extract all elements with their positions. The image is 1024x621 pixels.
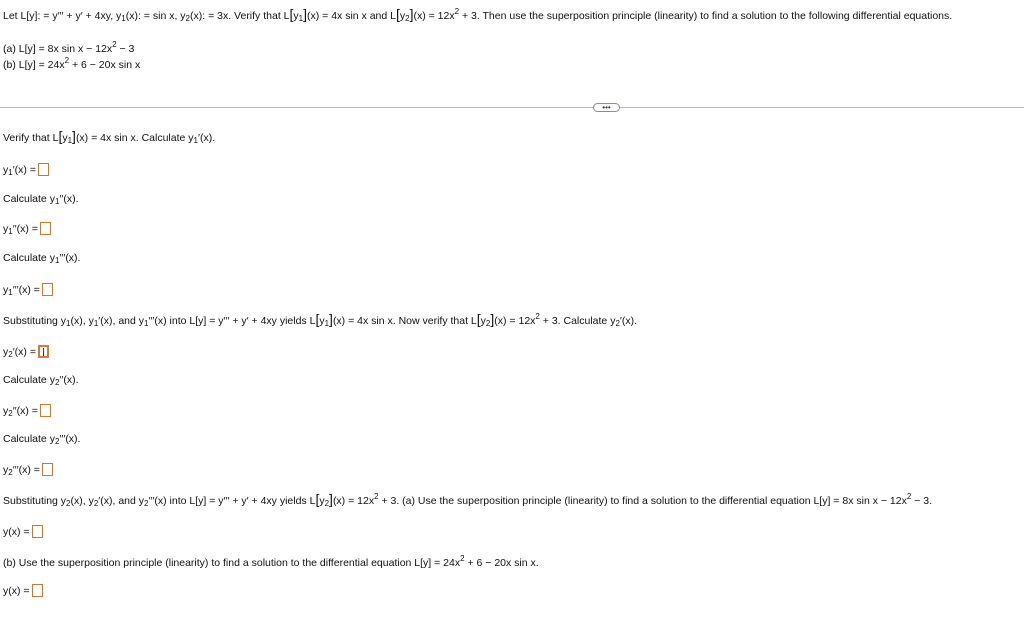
y2-triple-prime-row: $y_2'''(x)$ = — [3, 463, 53, 477]
part-b-answer-input[interactable] — [32, 584, 43, 597]
y1-triple-prime-row: $y_1'''(x)$ = — [3, 283, 53, 297]
calc-y2-double-prime-instruction: Calculate $y_2''(x)$. — [3, 374, 79, 387]
y1-double-prime-answer-input[interactable] — [40, 222, 51, 235]
section-divider — [0, 107, 1024, 108]
calc-y2-triple-prime-instruction: Calculate $y_2'''(x)$. — [3, 433, 81, 446]
calc-y1-triple-prime-instruction: Calculate $y_1'''(x)$. — [3, 252, 81, 265]
y2-prime-row: $y_2'(x)$ = — [3, 345, 49, 359]
part-a-answer-row: y(x) = — [3, 525, 43, 539]
substitute-y2-instruction: Substituting $y_2(x)$, $y_2'(x)$, and $y_2'''(x)$ into L[y] = y′′′ + y′ + 4xy yields $L[y_2](x) = 12x^2 + 3$. (a) Use the superposition principle (linearity) to find a solution to the differential equation L[y] = 8x $\sin x - 12x^2 - 3$. — [3, 491, 933, 508]
y1-triple-prime-answer-input[interactable] — [42, 283, 53, 296]
y1-prime-answer-input[interactable] — [38, 163, 49, 176]
problem-statement: Let L[y]: = y′′′ + y′ + 4xy, $y_1(x)$: = sin x, $y_2(x)$: = 3x. Verify that $L[y_1](x) = 4x$ sin x and $L[y_2](x) = 12x^2 + 3$. Then use the superposition principle (linearity) to find a solution to the following differential equations. — [3, 6, 953, 23]
y2-double-prime-row: $y_2''(x)$ = — [3, 404, 51, 418]
y1-prime-row: $y_1'(x)$ = — [3, 163, 49, 177]
verify-y1-instruction: Verify that $L[y_1](x) = 4x$ sin x. Calculate $y_1'(x)$. — [3, 128, 216, 145]
y2-double-prime-answer-input[interactable] — [40, 404, 51, 417]
y2-triple-prime-answer-input[interactable] — [42, 463, 53, 476]
y2-prime-answer-input[interactable] — [38, 345, 49, 358]
part-b-equation: (b) $L[y] = 24x^2 + 6 - 20x$ sin x — [3, 56, 141, 71]
part-b-instruction: (b) Use the superposition principle (linearity) to find a solution to the differential equation $L[y] = 24x^2 + 6 - 20x$ sin x. — [3, 554, 539, 569]
more-options-button[interactable]: ••• — [593, 103, 620, 112]
substitute-y1-instruction: Substituting $y_1(x)$, $y_1'(x)$, and $y_1'''(x)$ into L[y] = y′′′ + y′ + 4xy yields $L[y_1](x) = 4x$ sin x. Now verify that $L[y_2](x) = 12x^2 + 3$. Calculate $y_2'(x)$. — [3, 311, 638, 328]
y1-double-prime-row: $y_1''(x)$ = — [3, 222, 51, 236]
part-a-equation: (a) L[y] = 8x $\sin x - 12x^2 - 3$ — [3, 40, 135, 55]
calc-y1-double-prime-instruction: Calculate $y_1''(x)$. — [3, 193, 79, 206]
part-b-answer-row: y(x) = — [3, 584, 43, 598]
part-a-answer-input[interactable] — [32, 525, 43, 538]
